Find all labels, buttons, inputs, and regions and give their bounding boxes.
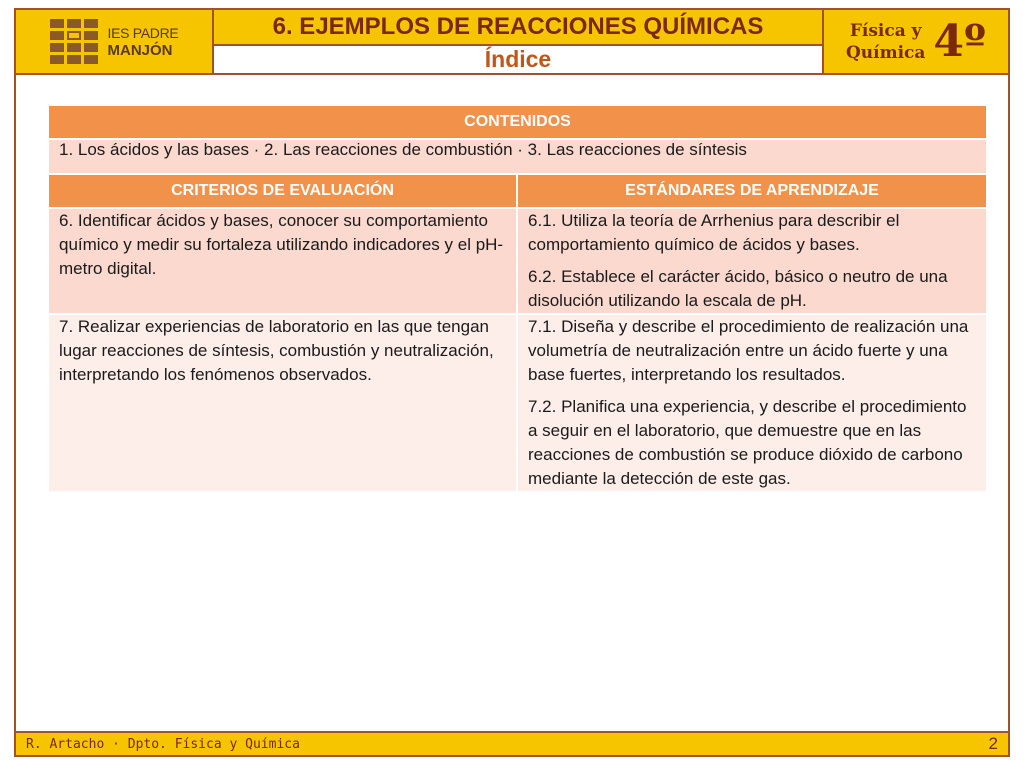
- contents-table: [47, 104, 988, 493]
- standard-text: 7.2. Planifica una experiencia, y describe el procedimiento a seguir en el laboratorio, que demuestre que en las reacciones de combustión se produce dióxido de carbono mediante la detección de este gas.: [528, 397, 967, 488]
- standard-text: 6.1. Utiliza la teoría de Arrhenius para describir el comportamiento químico de ácidos y bases.: [528, 211, 900, 254]
- table-row: [48, 208, 987, 314]
- standards-header: ESTÁNDARES DE APRENDIZAJE: [517, 174, 987, 208]
- standard-text: 6.2. Establece el carácter ácido, básico o neutro de una disolución utilizando la escala de pH.: [528, 267, 948, 310]
- logo-icon: [50, 19, 98, 64]
- page-subtitle: Índice: [214, 46, 822, 73]
- subject-level: 4º: [933, 15, 987, 67]
- criterion-cell: [48, 208, 517, 314]
- table-row: [48, 314, 987, 492]
- page-title: 6. EJEMPLOS DE REACCIONES QUÍMICAS: [214, 10, 822, 46]
- criteria-header: CRITERIOS DE EVALUACIÓN: [48, 174, 517, 208]
- contents-header: CONTENIDOS: [48, 105, 987, 139]
- footer-author: R. Artacho · Dpto. Física y Química: [26, 736, 300, 752]
- criterion-cell: [48, 314, 517, 492]
- criterion-text: 7. Realizar experiencias de laboratorio en las que tengan lugar reacciones de síntesis, combustión y neutralización, interpretando los fenómenos observados.: [59, 317, 494, 384]
- contents-text: 1. Los ácidos y las bases · 2. Las reacciones de combustión · 3. Las reacciones de síntesis: [48, 139, 987, 174]
- standards-cell: [517, 208, 987, 314]
- subject-badge: [822, 10, 1008, 73]
- subject-line2: Química: [845, 42, 926, 63]
- subject-line1: Física y: [849, 20, 922, 41]
- slide-header: [14, 8, 1010, 75]
- page-number: 2: [988, 734, 998, 753]
- slide-footer: [14, 731, 1010, 757]
- logo-line2: MANJÓN: [107, 41, 173, 59]
- standards-cell: [517, 314, 987, 492]
- school-logo: [16, 10, 214, 73]
- standard-text: 7.1. Diseña y describe el procedimiento de realización una volumetría de neutralización entre un ácido fuerte y una base fuertes, interpretando los resultados.: [528, 317, 969, 384]
- criterion-text: 6. Identificar ácidos y bases, conocer su comportamiento químico y medir su fortaleza utilizando indicadores y el pH-metro digital.: [59, 211, 504, 278]
- logo-line1: IES PADRE: [107, 24, 179, 41]
